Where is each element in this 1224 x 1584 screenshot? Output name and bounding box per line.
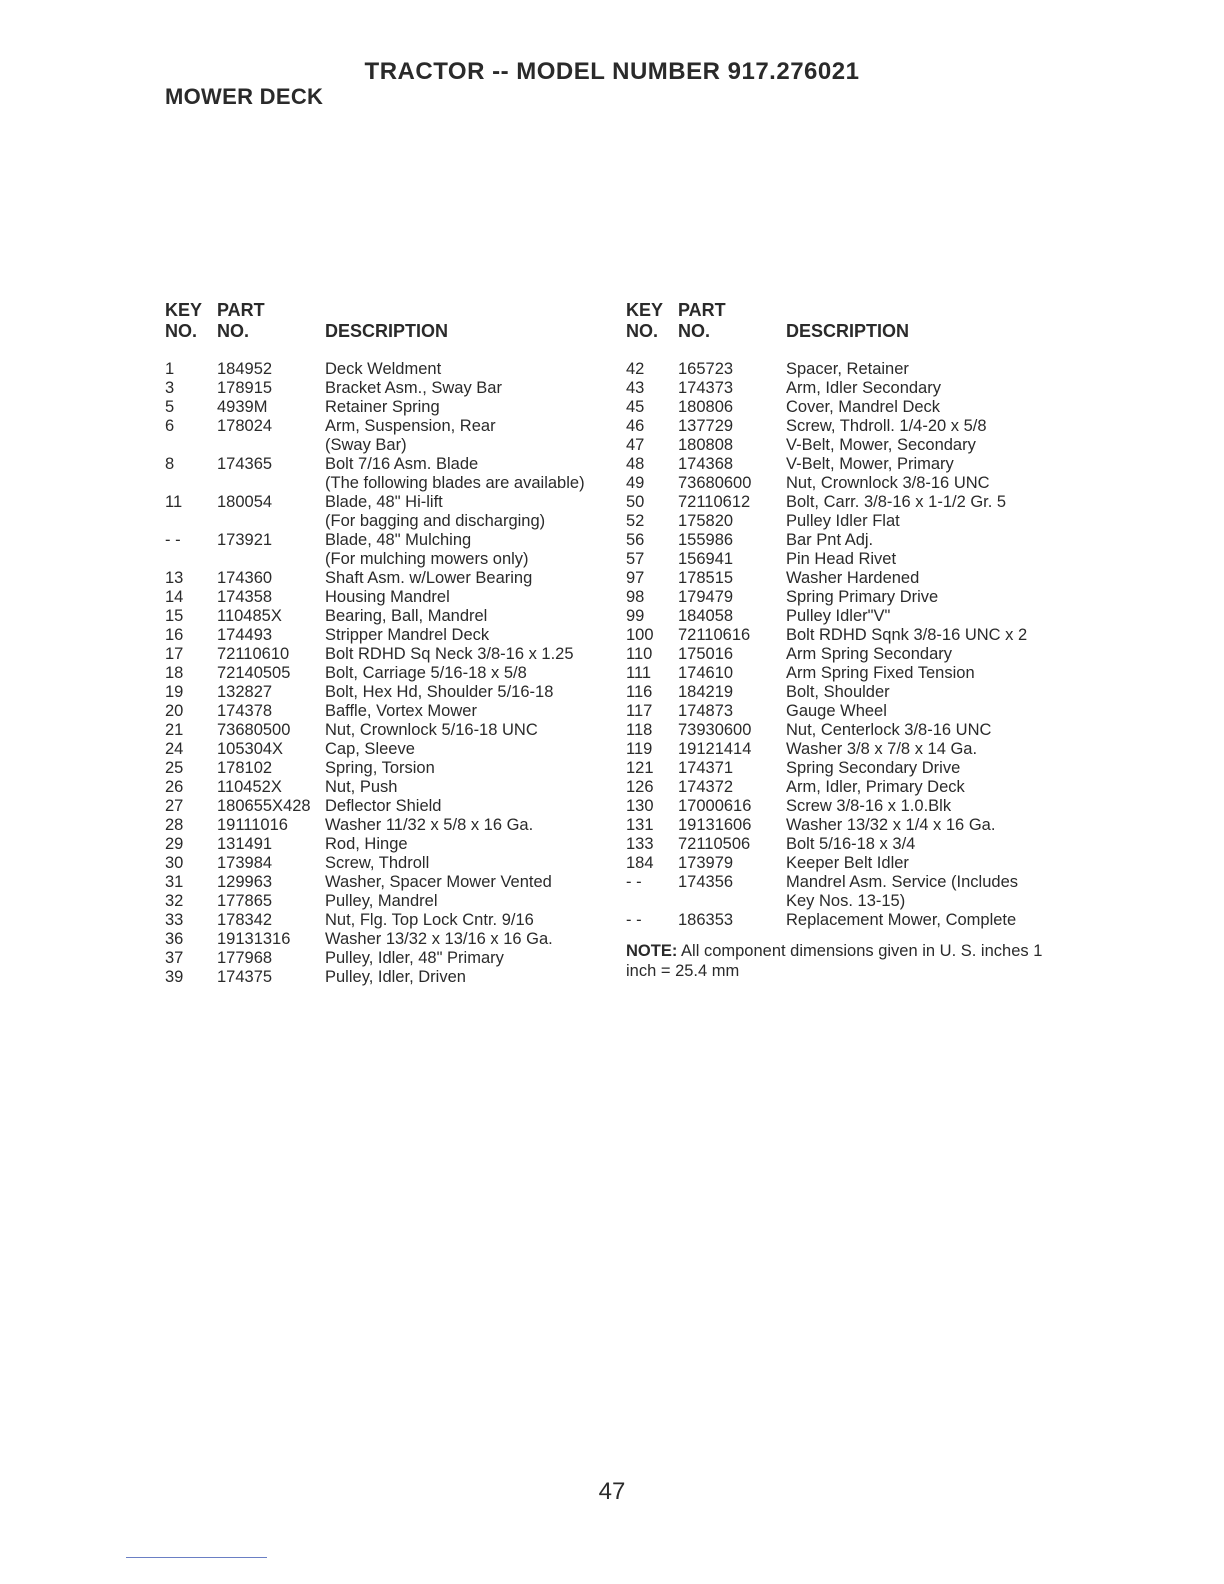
part-description: Bearing, Ball, Mandrel	[325, 607, 488, 625]
part-number: 180655X428	[217, 797, 311, 815]
key-number: 43	[626, 379, 645, 397]
part-number: 173984	[217, 854, 273, 872]
table-row	[626, 531, 1066, 550]
part-description: Blade, 48" Mulching	[325, 531, 472, 549]
part-description: Arm Spring Secondary	[786, 645, 952, 663]
part-number: 174368	[678, 455, 734, 473]
table-row	[626, 702, 1066, 721]
key-number: 14	[165, 588, 184, 606]
part-description: Nut, Crownlock 5/16-18 UNC	[325, 721, 538, 739]
description-header: DESCRIPTION	[325, 321, 449, 341]
part-description: Washer, Spacer Mower Vented	[325, 873, 552, 891]
key-number: 17	[165, 645, 184, 663]
table-row	[626, 797, 1066, 816]
part-number: 72110610	[217, 645, 290, 663]
part-number: 177968	[217, 949, 273, 967]
table-row	[165, 626, 615, 645]
key-number: 56	[626, 531, 645, 549]
part-description: Deflector Shield	[325, 797, 442, 815]
part-description: Arm, Idler, Primary Deck	[786, 778, 965, 796]
part-description: Rod, Hinge	[325, 835, 408, 853]
part-description: (For bagging and discharging)	[325, 512, 546, 530]
part-description: Pulley Idler Flat	[786, 512, 900, 530]
key-number: 16	[165, 626, 184, 644]
key-number: 118	[626, 721, 653, 739]
part-description: Blade, 48" Hi-lift	[325, 493, 443, 511]
section-heading: MOWER DECK	[165, 84, 324, 109]
dimensions-note	[626, 941, 1046, 981]
part-number: 129963	[217, 873, 273, 891]
table-row	[626, 436, 1066, 455]
part-number: 186353	[678, 911, 734, 929]
column-headers	[165, 300, 615, 360]
part-description: Washer 3/8 x 7/8 x 14 Ga.	[786, 740, 978, 758]
key-number: - -	[626, 911, 642, 929]
part-number: 184952	[217, 360, 273, 378]
part-number: 131491	[217, 835, 273, 853]
part-description: Bolt RDHD Sqnk 3/8-16 UNC x 2	[786, 626, 1028, 644]
key-number: 6	[165, 417, 175, 435]
part-number: 173921	[217, 531, 273, 549]
key-number: 24	[165, 740, 184, 758]
table-row	[165, 702, 615, 721]
part-number: 175820	[678, 512, 734, 530]
part-description: Washer 13/32 x 1/4 x 16 Ga.	[786, 816, 996, 834]
key-number: 27	[165, 797, 184, 815]
part-description: Deck Weldment	[325, 360, 442, 378]
part-description: Bolt, Carr. 3/8-16 x 1-1/2 Gr. 5	[786, 493, 1007, 511]
table-row	[626, 569, 1066, 588]
part-description: V-Belt, Mower, Primary	[786, 455, 954, 473]
part-number: 132827	[217, 683, 273, 701]
table-row	[626, 645, 1066, 664]
key-number: 26	[165, 778, 184, 796]
table-row	[626, 683, 1066, 702]
key-number: 117	[626, 702, 653, 720]
key-number: 131	[626, 816, 654, 834]
key-number: 126	[626, 778, 654, 796]
part-description: Screw, Thdroll. 1/4-20 x 5/8	[786, 417, 987, 435]
part-description: Mandrel Asm. Service (Includes	[786, 873, 1019, 891]
key-number: 184	[626, 854, 654, 872]
table-row	[626, 778, 1066, 797]
part-number: 178515	[678, 569, 734, 587]
table-row	[165, 873, 615, 892]
table-row	[626, 512, 1066, 531]
table-row	[165, 360, 615, 379]
part-number: 174378	[217, 702, 273, 720]
part-number: 110485X	[217, 607, 282, 625]
key-number: 19	[165, 683, 184, 701]
table-row	[165, 683, 615, 702]
table-row	[165, 778, 615, 797]
part-number: 178102	[217, 759, 273, 777]
page-number: 47	[598, 1478, 626, 1505]
parts-rows	[626, 360, 1066, 930]
part-description: Spring Primary Drive	[786, 588, 939, 606]
table-row	[165, 759, 615, 778]
table-row	[626, 664, 1066, 683]
part-description: Keeper Belt Idler	[786, 854, 909, 872]
key-number: 119	[626, 740, 653, 758]
key-number: 8	[165, 455, 175, 473]
part-number: 179479	[678, 588, 734, 606]
table-row	[626, 816, 1066, 835]
part-description: Nut, Crownlock 3/8-16 UNC	[786, 474, 990, 492]
key-number: 13	[165, 569, 184, 587]
table-row	[165, 930, 615, 949]
key-header-line1: KEY	[626, 300, 664, 320]
key-number: 130	[626, 797, 654, 815]
table-row	[165, 379, 615, 398]
table-row	[165, 455, 615, 474]
part-description: Washer Hardened	[786, 569, 920, 587]
key-number: 47	[626, 436, 645, 454]
table-row	[626, 835, 1066, 854]
part-description: Housing Mandrel	[325, 588, 450, 606]
key-header-line2: NO.	[626, 321, 659, 341]
part-number: 174358	[217, 588, 273, 606]
part-description: Bolt, Shoulder	[786, 683, 890, 701]
table-row	[626, 417, 1066, 436]
table-row	[165, 493, 615, 512]
key-number: 111	[626, 664, 652, 682]
key-number: 30	[165, 854, 184, 872]
key-number: 29	[165, 835, 184, 853]
table-row	[165, 892, 615, 911]
part-description: Retainer Spring	[325, 398, 440, 416]
table-row	[165, 474, 615, 493]
divider-rule	[126, 1557, 267, 1558]
part-description: (Sway Bar)	[325, 436, 407, 454]
part-description: Arm Spring Fixed Tension	[786, 664, 975, 682]
key-number: 100	[626, 626, 654, 644]
part-header-line1: PART	[217, 300, 265, 320]
part-number: 174610	[678, 664, 734, 682]
table-row	[626, 398, 1066, 417]
part-number: 178915	[217, 379, 273, 397]
key-number: 32	[165, 892, 184, 910]
part-number: 4939M	[217, 398, 268, 416]
part-number: 180806	[678, 398, 734, 416]
part-number: 178342	[217, 911, 273, 929]
key-number: 1	[165, 360, 175, 378]
table-row	[626, 455, 1066, 474]
part-number: 73680500	[217, 721, 291, 739]
parts-list-right	[626, 300, 1066, 981]
part-description: Spacer, Retainer	[786, 360, 909, 378]
part-description: Bolt RDHD Sq Neck 3/8-16 x 1.25	[325, 645, 574, 663]
part-number: 19111016	[217, 816, 288, 834]
key-number: 33	[165, 911, 184, 929]
part-number: 72140505	[217, 664, 291, 682]
part-description: Cover, Mandrel Deck	[786, 398, 941, 416]
part-description: Washer 11/32 x 5/8 x 16 Ga.	[325, 816, 534, 834]
parts-rows	[165, 360, 615, 987]
table-row	[165, 569, 615, 588]
part-number: 174493	[217, 626, 273, 644]
key-number: 48	[626, 455, 645, 473]
table-row	[165, 968, 615, 987]
part-number: 174365	[217, 455, 273, 473]
description-header: DESCRIPTION	[786, 321, 910, 341]
part-description: Pulley, Idler, Driven	[325, 968, 466, 986]
part-number: 156941	[678, 550, 734, 568]
part-number: 110452X	[217, 778, 282, 796]
key-number: 98	[626, 588, 645, 606]
part-number: 137729	[678, 417, 734, 435]
table-row	[626, 626, 1066, 645]
table-row	[626, 493, 1066, 512]
part-header-line1: PART	[678, 300, 726, 320]
key-number: 20	[165, 702, 184, 720]
table-row	[165, 911, 615, 930]
part-number: 105304X	[217, 740, 284, 758]
table-row	[165, 835, 615, 854]
table-row	[626, 360, 1066, 379]
key-number: 50	[626, 493, 645, 511]
part-description: Screw 3/8-16 x 1.0.Blk	[786, 797, 952, 815]
part-description: Key Nos. 13-15)	[786, 892, 906, 910]
table-row	[165, 740, 615, 759]
part-number: 173979	[678, 854, 734, 872]
part-description: Nut, Push	[325, 778, 398, 796]
part-description: Nut, Centerlock 3/8-16 UNC	[786, 721, 992, 739]
key-number: 5	[165, 398, 175, 416]
key-number: 49	[626, 474, 645, 492]
part-number: 175016	[678, 645, 734, 663]
part-number: 72110506	[678, 835, 751, 853]
part-description: Arm, Suspension, Rear	[325, 417, 496, 435]
title-text: TRACTOR -- MODEL NUMBER 917.276021	[364, 58, 860, 85]
part-number: 184058	[678, 607, 734, 625]
part-description: Stripper Mandrel Deck	[325, 626, 490, 644]
part-description: Spring, Torsion	[325, 759, 435, 777]
part-number: 184219	[678, 683, 734, 701]
part-description: (For mulching mowers only)	[325, 550, 529, 568]
part-description: V-Belt, Mower, Secondary	[786, 436, 976, 454]
key-number: 18	[165, 664, 184, 682]
part-number: 72110616	[678, 626, 751, 644]
part-description: Pulley, Mandrel	[325, 892, 438, 910]
table-row	[165, 816, 615, 835]
key-number: 21	[165, 721, 184, 739]
key-number: 99	[626, 607, 645, 625]
part-number: 178024	[217, 417, 273, 435]
table-row	[626, 379, 1066, 398]
table-row	[626, 854, 1066, 873]
part-description: Gauge Wheel	[786, 702, 887, 720]
key-number: 31	[165, 873, 184, 891]
table-row	[165, 531, 615, 550]
column-headers	[626, 300, 1066, 360]
part-description: Pulley Idler"V"	[786, 607, 891, 625]
page-title	[0, 58, 1224, 86]
part-description: Pin Head Rivet	[786, 550, 897, 568]
part-number: 174371	[678, 759, 734, 777]
key-number: 52	[626, 512, 645, 530]
table-row	[165, 721, 615, 740]
part-description: Washer 13/32 x 13/16 x 16 Ga.	[325, 930, 553, 948]
part-description: Baffle, Vortex Mower	[325, 702, 477, 720]
table-row	[165, 664, 615, 683]
part-number: 17000616	[678, 797, 752, 815]
part-number: 174375	[217, 968, 273, 986]
part-number: 73680600	[678, 474, 752, 492]
part-header-line2: NO.	[217, 321, 250, 341]
parts-list-left	[165, 300, 615, 987]
key-header-line2: NO.	[165, 321, 198, 341]
part-description: Cap, Sleeve	[325, 740, 415, 758]
key-number: 42	[626, 360, 645, 378]
table-row	[626, 474, 1066, 493]
part-description: Spring Secondary Drive	[786, 759, 961, 777]
table-row	[626, 759, 1066, 778]
part-number: 174372	[678, 778, 734, 796]
table-row	[165, 854, 615, 873]
part-description: (The following blades are available)	[325, 474, 585, 492]
table-row	[165, 588, 615, 607]
key-number: 25	[165, 759, 184, 777]
table-row	[626, 892, 1066, 911]
table-row	[626, 607, 1066, 626]
note-label: NOTE:	[626, 942, 678, 960]
table-row	[626, 588, 1066, 607]
key-number: 37	[165, 949, 184, 967]
table-row	[165, 550, 615, 569]
part-description: Shaft Asm. w/Lower Bearing	[325, 569, 533, 587]
part-number: 180808	[678, 436, 734, 454]
key-number: 15	[165, 607, 184, 625]
key-number: 46	[626, 417, 645, 435]
key-number: 11	[165, 493, 183, 511]
part-number: 174873	[678, 702, 734, 720]
part-number: 174360	[217, 569, 273, 587]
part-description: Arm, Idler Secondary	[786, 379, 941, 397]
key-number: - -	[626, 873, 642, 891]
table-row	[165, 949, 615, 968]
part-number: 19121414	[678, 740, 752, 758]
key-number: - -	[165, 531, 181, 549]
key-number: 110	[626, 645, 653, 663]
key-header-line1: KEY	[165, 300, 203, 320]
part-header-line2: NO.	[678, 321, 711, 341]
table-row	[165, 797, 615, 816]
table-row	[165, 512, 615, 531]
part-number: 73930600	[678, 721, 752, 739]
part-description: Bar Pnt Adj.	[786, 531, 874, 549]
part-description: Nut, Flg. Top Lock Cntr. 9/16	[325, 911, 534, 929]
part-description: Bolt 7/16 Asm. Blade	[325, 455, 479, 473]
part-number: 177865	[217, 892, 273, 910]
key-number: 121	[626, 759, 654, 777]
table-row	[626, 873, 1066, 892]
part-description: Bolt 5/16-18 x 3/4	[786, 835, 916, 853]
part-number: 155986	[678, 531, 734, 549]
key-number: 57	[626, 550, 645, 568]
key-number: 133	[626, 835, 654, 853]
part-description: Screw, Thdroll	[325, 854, 430, 872]
key-number: 3	[165, 379, 175, 397]
table-row	[165, 417, 615, 436]
key-number: 97	[626, 569, 645, 587]
part-number: 19131606	[678, 816, 752, 834]
table-row	[626, 740, 1066, 759]
key-number: 28	[165, 816, 184, 834]
part-description: Bolt, Carriage 5/16-18 x 5/8	[325, 664, 527, 682]
table-row	[165, 398, 615, 417]
table-row	[626, 911, 1066, 930]
part-number: 180054	[217, 493, 273, 511]
table-row	[165, 607, 615, 626]
part-description: Pulley, Idler, 48" Primary	[325, 949, 504, 967]
table-row	[165, 436, 615, 455]
part-description: Bracket Asm., Sway Bar	[325, 379, 502, 397]
part-number: 165723	[678, 360, 734, 378]
note-text: All component dimensions given in U. S. inches 1 inch = 25.4 mm	[626, 942, 1043, 980]
table-row	[626, 550, 1066, 569]
table-row	[626, 721, 1066, 740]
part-number: 19131316	[217, 930, 291, 948]
part-number: 174373	[678, 379, 734, 397]
part-number: 174356	[678, 873, 734, 891]
part-description: Bolt, Hex Hd, Shoulder 5/16-18	[325, 683, 554, 701]
key-number: 45	[626, 398, 645, 416]
key-number: 116	[626, 683, 653, 701]
key-number: 39	[165, 968, 184, 986]
table-row	[165, 645, 615, 664]
part-description: Replacement Mower, Complete	[786, 911, 1017, 929]
part-number: 72110612	[678, 493, 751, 511]
key-number: 36	[165, 930, 184, 948]
